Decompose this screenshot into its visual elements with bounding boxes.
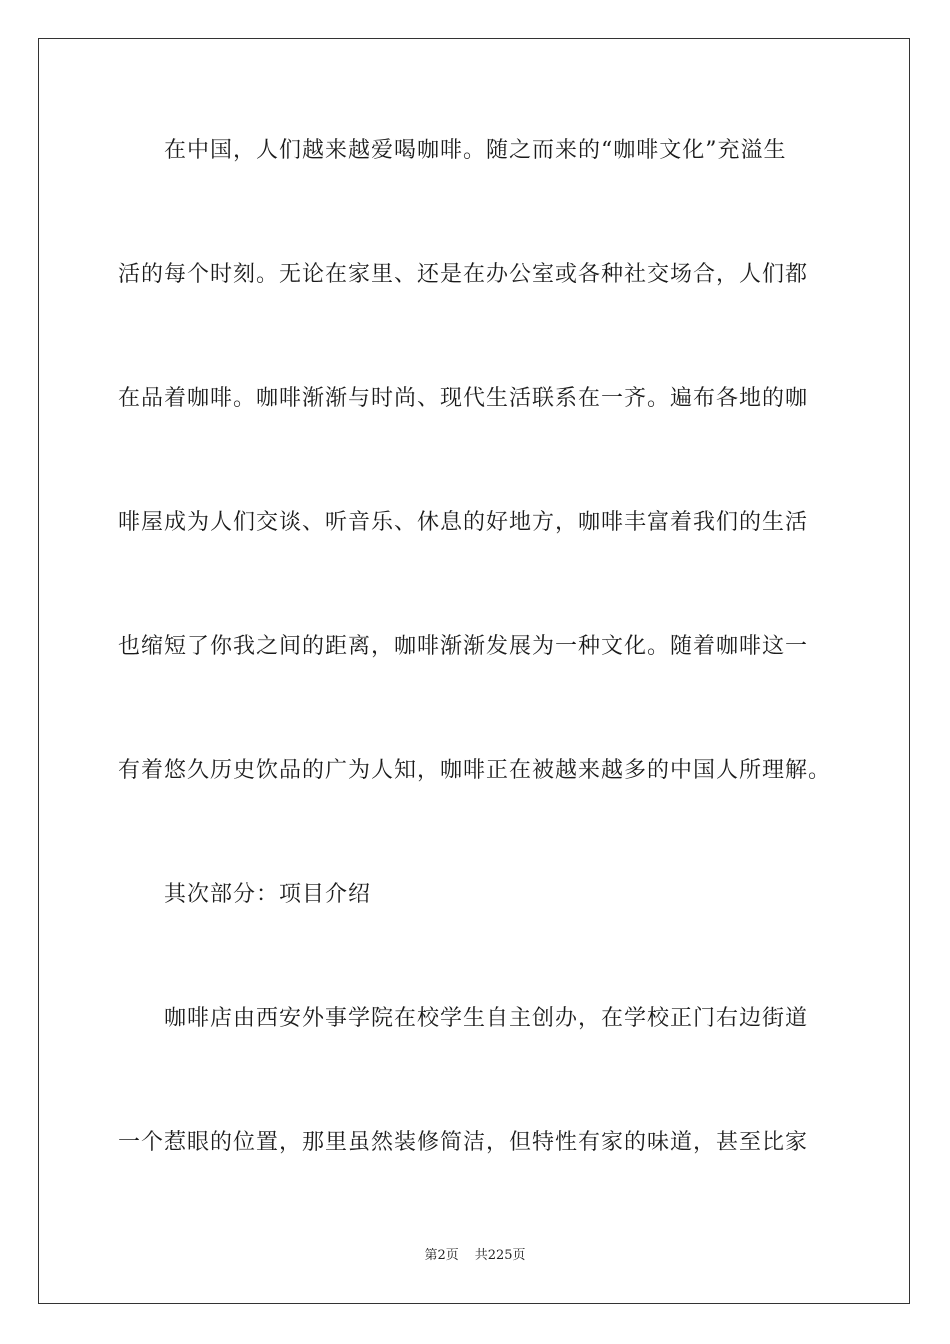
- paragraph-line: 一个惹眼的位置，那里虽然装修简洁，但特性有家的味道，甚至比家: [118, 1130, 809, 1155]
- paragraph-line: 咖啡店由西安外事学院在校学生自主创办，在学校正门右边街道: [164, 1006, 809, 1031]
- page-border: [38, 38, 910, 1304]
- paragraph-line: 在中国，人们越来越爱喝咖啡。随之而来的“咖啡文化”充溢生: [164, 138, 787, 163]
- paragraph-line: 在品着咖啡。咖啡渐渐与时尚、现代生活联系在一齐。遍布各地的咖: [118, 386, 809, 411]
- paragraph-line: 有着悠久历史饮品的广为人知，咖啡正在被越来越多的中国人所理解。: [118, 758, 832, 783]
- page-number: 第2页: [424, 1248, 459, 1263]
- page-footer: [0, 1247, 950, 1265]
- paragraph-line: 也缩短了你我之间的距离，咖啡渐渐发展为一种文化。随着咖啡这一: [118, 634, 809, 659]
- paragraph-line: 活的每个时刻。无论在家里、还是在办公室或各种社交场合，人们都: [118, 262, 809, 287]
- page-total: 共225页: [474, 1248, 526, 1263]
- section-heading: 其次部分：项目介绍: [164, 882, 372, 907]
- paragraph-line: 啡屋成为人们交谈、听音乐、休息的好地方，咖啡丰富着我们的生活: [118, 510, 809, 535]
